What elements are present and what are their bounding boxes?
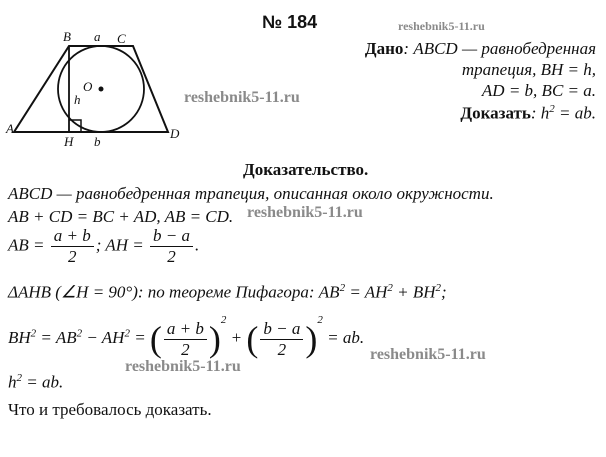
label-c-vertex: C [117,31,126,46]
fraction-a-plus-b: $\frac{a + b}{2}$ [51,226,94,267]
watermark-1: reshebnik5-11.ru [184,89,300,106]
label-a-side: a [94,29,101,44]
proof-line-5: $BH^2 = AB^2 - AH^2$ = ( $\frac{a + b}{2}$ )$^2$ + ( $\frac{b - a}{2}$ )$^2$ = ab. [8,314,365,360]
label-d-vertex: D [170,126,180,141]
center-point-o [99,87,104,92]
prove-label: Доказать [460,103,531,123]
proof-line-1: ABCD — равнобедренная трапеция, описанная около окружности. [8,184,494,203]
given-line-3: AD = b, BC = a. [481,81,596,100]
proof-conclusion: Что и требовалось доказать. [8,400,212,419]
label-o-center: O [83,79,93,94]
problem-number: № 184 [262,12,318,32]
given-line-2: трапеция, BH = h, [461,60,596,79]
proof-line-6: $h^2$ = ab. [8,372,64,392]
proof-heading: Доказательство. [243,160,369,179]
given-label: Дано [364,39,404,58]
prove-line: Доказать: $h^2$ = ab. [460,103,596,123]
site-watermark-top: reshebnik5-11.ru [398,19,485,33]
label-b-vertex: B [63,29,71,44]
label-h-height: h [74,92,81,107]
label-h-foot: H [64,134,74,149]
watermark-2: reshebnik5-11.ru [247,204,363,221]
proof-line-4: ΔAHB (∠H = 90°): по теореме Пифагора: $AB^2 = AH^2 + BH^2$; [8,282,447,302]
fraction-a-plus-b-squared: $\frac{a + b}{2}$ [164,319,207,360]
fraction-b-minus-a-squared: $\frac{b - a}{2}$ [260,319,303,360]
label-a-vertex: A [6,121,14,136]
label-b-base: b [94,134,101,149]
proof-line-2: AB + CD = BC + AD, AB = CD. [8,207,234,226]
fraction-b-minus-a: $\frac{b - a}{2}$ [150,226,193,267]
given-line-1: Дано: ABCD — равнобедренная [364,39,596,58]
proof-line-3: AB = $\frac{a + b}{2}$ ; AH = $\frac{b - a}{2}$ . [8,226,200,266]
watermark-4: reshebnik5-11.ru [125,358,241,375]
watermark-3: reshebnik5-11.ru [370,346,486,363]
